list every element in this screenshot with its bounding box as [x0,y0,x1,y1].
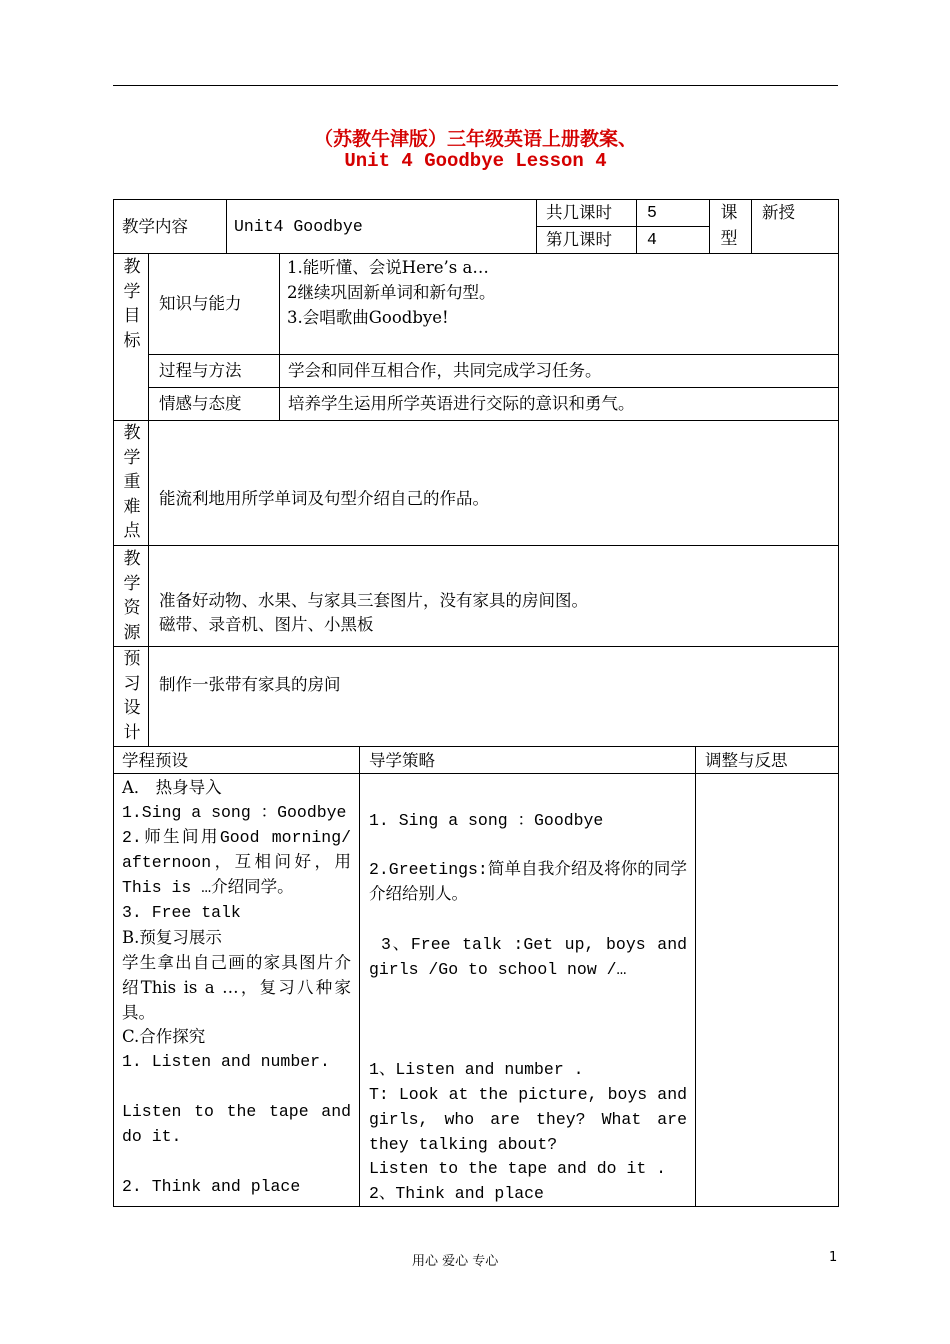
col1-c-item-1: 1. Listen and number. [122,1052,330,1071]
knowledge-label: 知识与能力 [159,294,242,313]
page-number: 1 [829,1250,838,1265]
nth-lesson-value: 4 [647,230,657,249]
col2-step-3: 3、Free talk :Get up, boys and girls /Go to school now /… [369,935,687,979]
resources-line-1: 准备好动物、水果、与家具三套图片，没有家具的房间图。 [159,591,588,610]
col2-step-2: 2.Greetings:简单自我介绍及将你的同学介绍给别人。 [369,860,687,904]
section-a-heading: A． 热身导入 [122,778,222,797]
col1-a-item-2: 2.师生间用Good morning/ afternoon，互相问好，用 This is …介绍同学。 [122,828,351,897]
goals-label: 教 学 目 标 [123,257,141,351]
knowledge-item-3: 3.会唱歌曲Goodbye! [287,308,449,327]
total-lessons-label: 共几课时 [546,203,612,222]
knowledge-item-1: 1.能听懂、会说Here’s a… [287,258,489,277]
page-subtitle: Unit 4 Goodbye Lesson 4 [344,150,607,172]
resources-line-2: 磁带、录音机、图片、小黑板 [159,615,374,634]
emotion-text: 培养学生运用所学英语进行交际的意识和勇气。 [288,394,635,413]
total-lessons-value: 5 [647,203,657,222]
difficulty-label: 教 学 重 难 点 [123,423,141,541]
col2-step-7: 2、Think and place [369,1184,544,1203]
resources-label: 教 学 资 源 [123,549,141,643]
preview-label: 预 习 设 计 [123,649,141,743]
preview-text: 制作一张带有家具的房间 [159,675,341,694]
col2-step-1: 1. Sing a song ：Goodbye [369,811,604,830]
content-label: 教学内容 [122,217,188,236]
col2-step-5: T: Look at the picture, boys and girls, who are they? What are they talking about? [369,1085,687,1154]
col1-c-item-1-text: Listen to the tape and do it. [122,1102,351,1146]
col1-b-text: 学生拿出自己画的家具图片介绍This is a …，复习八种家具。 [122,953,351,1022]
header-col3-label: 调整与反思 [705,751,788,770]
col2-step-4: 1、Listen and number . [369,1060,584,1079]
difficulty-text: 能流利地用所学单词及句型介绍自己的作品。 [159,489,489,508]
knowledge-item-2: 2继续巩固新单词和新句型。 [287,283,496,302]
lesson-type-label: 课 型 [720,203,738,249]
footer-motto: 用心 爱心 专心 [412,1254,499,1269]
section-c-heading: C.合作探究 [122,1027,206,1046]
page-title: （苏教牛津版）三年级英语上册教案、 [313,128,637,150]
header-col2-label: 导学策略 [369,751,435,770]
cell-difficulty-value [148,420,839,546]
col1-a-item-3: 3. Free talk [122,903,241,922]
section-b-heading: B.预复习展示 [122,928,222,947]
header-rule [113,85,838,86]
nth-lesson-label: 第几课时 [546,230,612,249]
col2-step-6: Listen to the tape and do it . [369,1159,667,1178]
header-col1-label: 学程预设 [122,751,188,770]
process-label: 过程与方法 [159,361,242,380]
emotion-label: 情感与态度 [159,394,242,413]
process-text: 学会和同伴互相合作，共同完成学习任务。 [288,361,602,380]
cell-col3-body [695,773,839,1207]
content-value: Unit4 Goodbye [234,217,363,236]
lesson-type-value: 新授 [762,203,795,222]
col1-c-item-2: 2. Think and place [122,1177,301,1196]
col1-a-item-1: 1.Sing a song ：Goodbye [122,803,347,822]
